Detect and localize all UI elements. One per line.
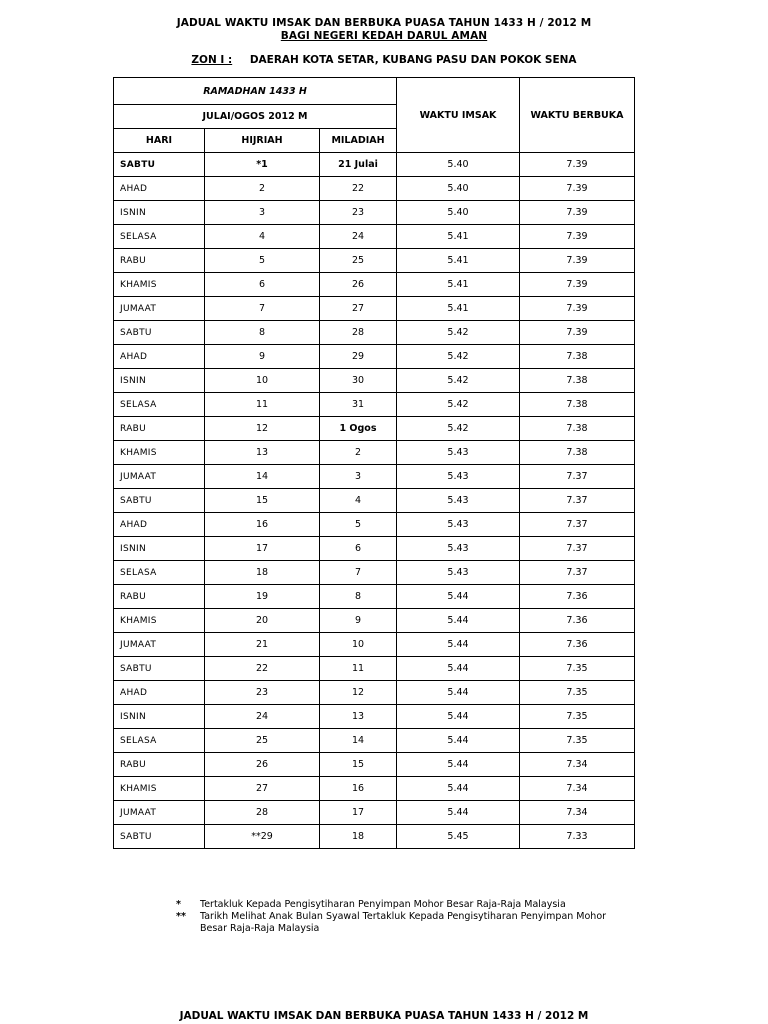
table-row (114, 249, 635, 273)
table-row (114, 321, 635, 345)
header-row-ramadhan (114, 78, 635, 105)
day-cell: JUMAAT (114, 465, 205, 489)
berbuka-cell: 7.39 (520, 273, 635, 297)
miladiah-cell: 9 (320, 609, 397, 633)
berbuka-cell: 7.37 (520, 537, 635, 561)
table-row (114, 561, 635, 585)
miladiah-cell: 22 (320, 177, 397, 201)
imsak-cell: 5.40 (397, 153, 520, 177)
berbuka-cell: 7.39 (520, 249, 635, 273)
day-cell: JUMAAT (114, 297, 205, 321)
hijriah-cell: 18 (205, 561, 320, 585)
hijriah-cell: 9 (205, 345, 320, 369)
miladiah-cell: 11 (320, 657, 397, 681)
zone-label: ZON I : (191, 54, 233, 66)
table-row (114, 753, 635, 777)
imsak-cell: 5.41 (397, 249, 520, 273)
hijriah-cell: 25 (205, 729, 320, 753)
day-cell: KHAMIS (114, 609, 205, 633)
berbuka-cell: 7.38 (520, 345, 635, 369)
berbuka-cell: 7.39 (520, 201, 635, 225)
footnote-mark: * (176, 899, 181, 910)
miladiah-header: MILADIAH (320, 129, 397, 153)
imsak-cell: 5.44 (397, 585, 520, 609)
imsak-cell: 5.43 (397, 513, 520, 537)
day-cell: JUMAAT (114, 801, 205, 825)
hijriah-cell: 13 (205, 441, 320, 465)
berbuka-cell: 7.35 (520, 657, 635, 681)
hijriah-cell: 15 (205, 489, 320, 513)
berbuka-cell: 7.35 (520, 729, 635, 753)
table-row (114, 273, 635, 297)
imsak-cell: 5.42 (397, 321, 520, 345)
hijriah-cell: 10 (205, 369, 320, 393)
berbuka-cell: 7.36 (520, 633, 635, 657)
day-cell: RABU (114, 417, 205, 441)
table-row (114, 489, 635, 513)
berbuka-cell: 7.39 (520, 297, 635, 321)
hijriah-cell: 22 (205, 657, 320, 681)
miladiah-cell: 16 (320, 777, 397, 801)
miladiah-cell: 15 (320, 753, 397, 777)
imsak-cell: 5.41 (397, 297, 520, 321)
imsak-cell: 5.40 (397, 177, 520, 201)
miladiah-cell: 27 (320, 297, 397, 321)
imsak-cell: 5.43 (397, 489, 520, 513)
hijriah-cell: 11 (205, 393, 320, 417)
berbuka-cell: 7.38 (520, 441, 635, 465)
hijriah-cell: 12 (205, 417, 320, 441)
berbuka-cell: 7.33 (520, 825, 635, 849)
imsak-cell: 5.41 (397, 273, 520, 297)
imsak-cell: 5.43 (397, 441, 520, 465)
day-cell: SABTU (114, 489, 205, 513)
hijriah-cell: 26 (205, 753, 320, 777)
miladiah-cell: 24 (320, 225, 397, 249)
hijriah-cell: 5 (205, 249, 320, 273)
footnote-1 (176, 899, 636, 911)
hijriah-cell: 28 (205, 801, 320, 825)
miladiah-cell: 3 (320, 465, 397, 489)
day-cell: KHAMIS (114, 441, 205, 465)
miladiah-cell: 7 (320, 561, 397, 585)
hijriah-cell: *1 (205, 153, 320, 177)
miladiah-cell: 31 (320, 393, 397, 417)
table-row (114, 369, 635, 393)
imsak-cell: 5.44 (397, 753, 520, 777)
miladiah-cell: 12 (320, 681, 397, 705)
footnote-mark: ** (176, 911, 186, 922)
day-cell: AHAD (114, 681, 205, 705)
imsak-cell: 5.44 (397, 777, 520, 801)
miladiah-cell: 14 (320, 729, 397, 753)
berbuka-cell: 7.34 (520, 777, 635, 801)
table-row (114, 633, 635, 657)
day-cell: SELASA (114, 729, 205, 753)
imsak-cell: 5.42 (397, 345, 520, 369)
berbuka-cell: 7.34 (520, 801, 635, 825)
hijriah-cell: 16 (205, 513, 320, 537)
day-cell: AHAD (114, 345, 205, 369)
day-cell: SABTU (114, 153, 205, 177)
day-cell: ISNIN (114, 369, 205, 393)
table-row (114, 225, 635, 249)
table-row (114, 585, 635, 609)
schedule-table-body (114, 78, 635, 849)
hijriah-cell: 6 (205, 273, 320, 297)
month-header: JULAI/OGOS 2012 M (114, 105, 397, 129)
berbuka-cell: 7.37 (520, 513, 635, 537)
imsak-cell: 5.42 (397, 393, 520, 417)
day-cell: ISNIN (114, 705, 205, 729)
day-cell: AHAD (114, 177, 205, 201)
table-row (114, 393, 635, 417)
table-row (114, 609, 635, 633)
table-row (114, 513, 635, 537)
table-row (114, 705, 635, 729)
imsak-cell: 5.42 (397, 417, 520, 441)
miladiah-cell: 23 (320, 201, 397, 225)
imsak-cell: 5.44 (397, 633, 520, 657)
day-cell: SABTU (114, 657, 205, 681)
berbuka-cell: 7.38 (520, 393, 635, 417)
zone-line (0, 54, 768, 66)
berbuka-cell: 7.35 (520, 705, 635, 729)
miladiah-cell: 30 (320, 369, 397, 393)
day-cell: JUMAAT (114, 633, 205, 657)
miladiah-cell: 5 (320, 513, 397, 537)
miladiah-cell: 10 (320, 633, 397, 657)
berbuka-header: WAKTU BERBUKA (520, 78, 635, 153)
footnote-2 (176, 911, 636, 935)
hijriah-cell: 21 (205, 633, 320, 657)
hijriah-cell: 8 (205, 321, 320, 345)
table-row (114, 465, 635, 489)
day-cell: RABU (114, 249, 205, 273)
day-cell: AHAD (114, 513, 205, 537)
imsak-cell: 5.40 (397, 201, 520, 225)
imsak-cell: 5.44 (397, 681, 520, 705)
footnotes (176, 899, 636, 935)
miladiah-cell: 21 Julai (320, 153, 397, 177)
day-cell: SABTU (114, 321, 205, 345)
imsak-cell: 5.44 (397, 609, 520, 633)
berbuka-cell: 7.36 (520, 585, 635, 609)
hijriah-cell: 27 (205, 777, 320, 801)
hijriah-cell: 7 (205, 297, 320, 321)
imsak-cell: 5.44 (397, 657, 520, 681)
miladiah-cell: 4 (320, 489, 397, 513)
imsak-cell: 5.42 (397, 369, 520, 393)
hijriah-header: HIJRIAH (205, 129, 320, 153)
hari-header: HARI (114, 129, 205, 153)
zone-text: DAERAH KOTA SETAR, KUBANG PASU DAN POKOK SENA (249, 54, 577, 66)
day-cell: SABTU (114, 825, 205, 849)
hijriah-cell: 20 (205, 609, 320, 633)
imsak-cell: 5.41 (397, 225, 520, 249)
miladiah-cell: 25 (320, 249, 397, 273)
imsak-cell: 5.43 (397, 465, 520, 489)
table-row (114, 801, 635, 825)
hijriah-cell: 19 (205, 585, 320, 609)
table-row (114, 153, 635, 177)
day-cell: ISNIN (114, 537, 205, 561)
table-row (114, 825, 635, 849)
day-cell: SELASA (114, 225, 205, 249)
hijriah-cell: 3 (205, 201, 320, 225)
imsak-cell: 5.43 (397, 537, 520, 561)
miladiah-cell: 13 (320, 705, 397, 729)
berbuka-cell: 7.39 (520, 153, 635, 177)
berbuka-cell: 7.38 (520, 369, 635, 393)
day-cell: RABU (114, 585, 205, 609)
table-row (114, 417, 635, 441)
imsak-cell: 5.43 (397, 561, 520, 585)
berbuka-cell: 7.37 (520, 561, 635, 585)
hijriah-cell: 2 (205, 177, 320, 201)
table-row (114, 681, 635, 705)
imsak-cell: 5.45 (397, 825, 520, 849)
miladiah-cell: 2 (320, 441, 397, 465)
berbuka-cell: 7.36 (520, 609, 635, 633)
hijriah-cell: **29 (205, 825, 320, 849)
day-cell: SELASA (114, 393, 205, 417)
document-title: JADUAL WAKTU IMSAK DAN BERBUKA PUASA TAHUN 1433 H / 2012 M (176, 17, 592, 29)
table-row (114, 441, 635, 465)
table-row (114, 537, 635, 561)
footnote-text: Tertakluk Kepada Pengisytiharan Penyimpan Mohor Besar Raja-Raja Malaysia (200, 899, 566, 910)
miladiah-cell: 1 Ogos (320, 417, 397, 441)
berbuka-cell: 7.37 (520, 489, 635, 513)
table-row (114, 297, 635, 321)
table-row (114, 729, 635, 753)
hijriah-cell: 17 (205, 537, 320, 561)
day-cell: KHAMIS (114, 273, 205, 297)
imsak-cell: 5.44 (397, 705, 520, 729)
table-row (114, 657, 635, 681)
table-row (114, 177, 635, 201)
miladiah-cell: 26 (320, 273, 397, 297)
imsak-header: WAKTU IMSAK (397, 78, 520, 153)
miladiah-cell: 18 (320, 825, 397, 849)
hijriah-cell: 14 (205, 465, 320, 489)
day-cell: SELASA (114, 561, 205, 585)
day-cell: KHAMIS (114, 777, 205, 801)
table-row (114, 777, 635, 801)
miladiah-cell: 6 (320, 537, 397, 561)
berbuka-cell: 7.35 (520, 681, 635, 705)
hijriah-cell: 23 (205, 681, 320, 705)
table-row (114, 345, 635, 369)
miladiah-cell: 28 (320, 321, 397, 345)
berbuka-cell: 7.34 (520, 753, 635, 777)
footnote-text: Tarikh Melihat Anak Bulan Syawal Tertakluk Kepada Pengisytiharan Penyimpan Mohor Besar Raja-Raja Malaysia (200, 911, 607, 934)
berbuka-cell: 7.37 (520, 465, 635, 489)
hijriah-cell: 24 (205, 705, 320, 729)
berbuka-cell: 7.39 (520, 225, 635, 249)
ramadhan-header: RAMADHAN 1433 H (114, 78, 397, 105)
imsak-cell: 5.44 (397, 801, 520, 825)
day-cell: RABU (114, 753, 205, 777)
schedule-table (113, 77, 635, 849)
berbuka-cell: 7.38 (520, 417, 635, 441)
imsak-cell: 5.44 (397, 729, 520, 753)
next-page-title: JADUAL WAKTU IMSAK DAN BERBUKA PUASA TAHUN 1433 H / 2012 M (179, 1010, 589, 1022)
miladiah-cell: 29 (320, 345, 397, 369)
day-cell: ISNIN (114, 201, 205, 225)
miladiah-cell: 8 (320, 585, 397, 609)
berbuka-cell: 7.39 (520, 177, 635, 201)
hijriah-cell: 4 (205, 225, 320, 249)
berbuka-cell: 7.39 (520, 321, 635, 345)
miladiah-cell: 17 (320, 801, 397, 825)
document-subtitle: BAGI NEGERI KEDAH DARUL AMAN (280, 30, 488, 42)
table-row (114, 201, 635, 225)
